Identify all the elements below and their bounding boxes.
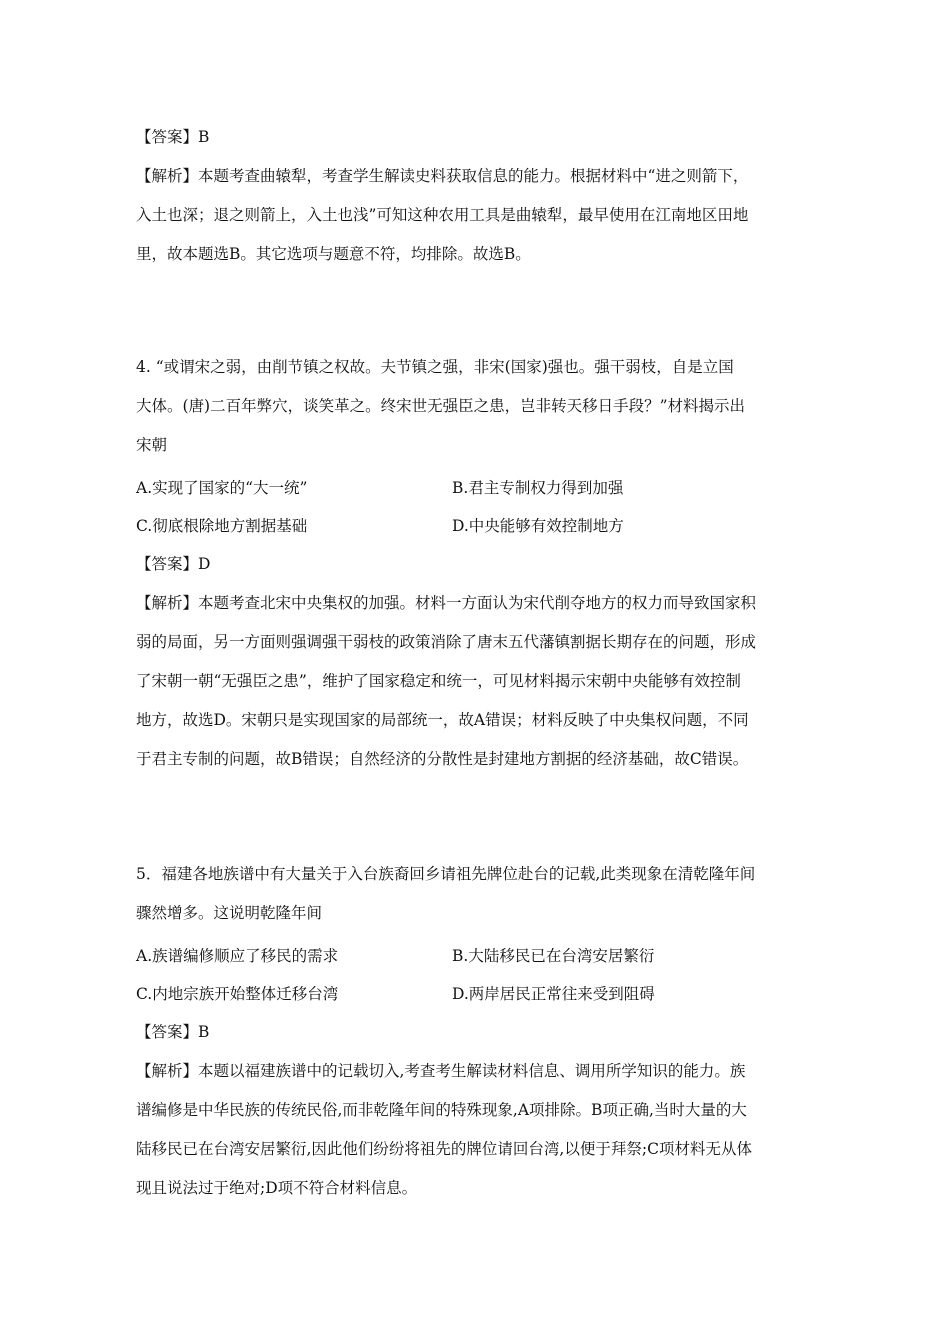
- q5-option-d: D.两岸居民正常往来受到阻碍: [452, 985, 655, 1003]
- q4-stem-line-3: 宋朝: [136, 436, 168, 454]
- q4-analysis-line-2: 弱的局面，另一方面则强调强干弱枝的政策消除了唐末五代藩镇割据长期存在的问题，形成: [136, 633, 757, 651]
- q4-answer: 【答案】D: [136, 555, 211, 573]
- q5-option-c: C.内地宗族开始整体迁移台湾: [136, 985, 339, 1003]
- q4-option-d: D.中央能够有效控制地方: [452, 517, 624, 535]
- q3-answer: 【答案】B: [136, 128, 210, 146]
- q5-analysis-line-2: 谱编修是中华民族的传统民俗,而非乾隆年间的特殊现象,A项排除。B项正确,当时大量的大: [136, 1101, 747, 1119]
- q4-stem-line-1: 4. “或谓宋之弱，由削节镇之权故。夫节镇之强，非宋(国家)强也。强干弱枝，自是立国: [136, 358, 734, 376]
- q3-analysis-line-3: 里，故本题选B。其它选项与题意不符，均排除。故选B。: [136, 245, 531, 263]
- q4-analysis-line-4: 地方，故选D。宋朝只是实现国家的局部统一，故A错误；材料反映了中央集权问题，不同: [136, 711, 749, 729]
- q4-option-c: C.彻底根除地方割据基础: [136, 517, 308, 535]
- q4-analysis-line-1: 【解析】本题考查北宋中央集权的加强。材料一方面认为宋代削夺地方的权力而导致国家积: [136, 594, 757, 612]
- q5-option-a: A.族谱编修顺应了移民的需求: [136, 947, 339, 965]
- q5-answer: 【答案】B: [136, 1023, 210, 1041]
- q4-option-a: A.实现了国家的“大一统”: [136, 479, 308, 497]
- q5-stem-line-1: 5．福建各地族谱中有大量关于入台族裔回乡请祖先牌位赴台的记载,此类现象在清乾隆年间: [136, 865, 756, 883]
- q4-analysis-line-5: 于君主专制的问题，故B错误；自然经济的分散性是封建地方割据的经济基础，故C错误。: [136, 750, 749, 768]
- q4-option-b: B.君主专制权力得到加强: [452, 479, 624, 497]
- q4-stem-line-2: 大体。(唐)二百年弊穴，谈笑革之。终宋世无强臣之患，岂非转天移日手段？”材料揭示出: [136, 397, 746, 415]
- q5-analysis-line-3: 陆移民已在台湾安居繁衍,因此他们纷纷将祖先的牌位请回台湾,以便于拜祭;C项材料无从体: [136, 1140, 752, 1158]
- q5-analysis-line-1: 【解析】本题以福建族谱中的记载切入,考查考生解读材料信息、调用所学知识的能力。族: [136, 1062, 746, 1080]
- q3-analysis-line-1: 【解析】本题考查曲辕犁，考查学生解读史料获取信息的能力。根据材料中“进之则箭下，: [136, 167, 749, 185]
- q4-analysis-line-3: 了宋朝一朝“无强臣之患”，维护了国家稳定和统一，可见材料揭示宋朝中央能够有效控制: [136, 672, 741, 690]
- q3-analysis-line-2: 入土也深；退之则箭上，入土也浅”可知这种农用工具是曲辕犁，最早使用在江南地区田地: [136, 206, 749, 224]
- q5-stem-line-2: 骤然增多。这说明乾隆年间: [136, 904, 323, 922]
- q5-option-b: B.大陆移民已在台湾安居繁衍: [452, 947, 655, 965]
- q5-analysis-line-4: 现且说法过于绝对;D项不符合材料信息。: [136, 1179, 418, 1197]
